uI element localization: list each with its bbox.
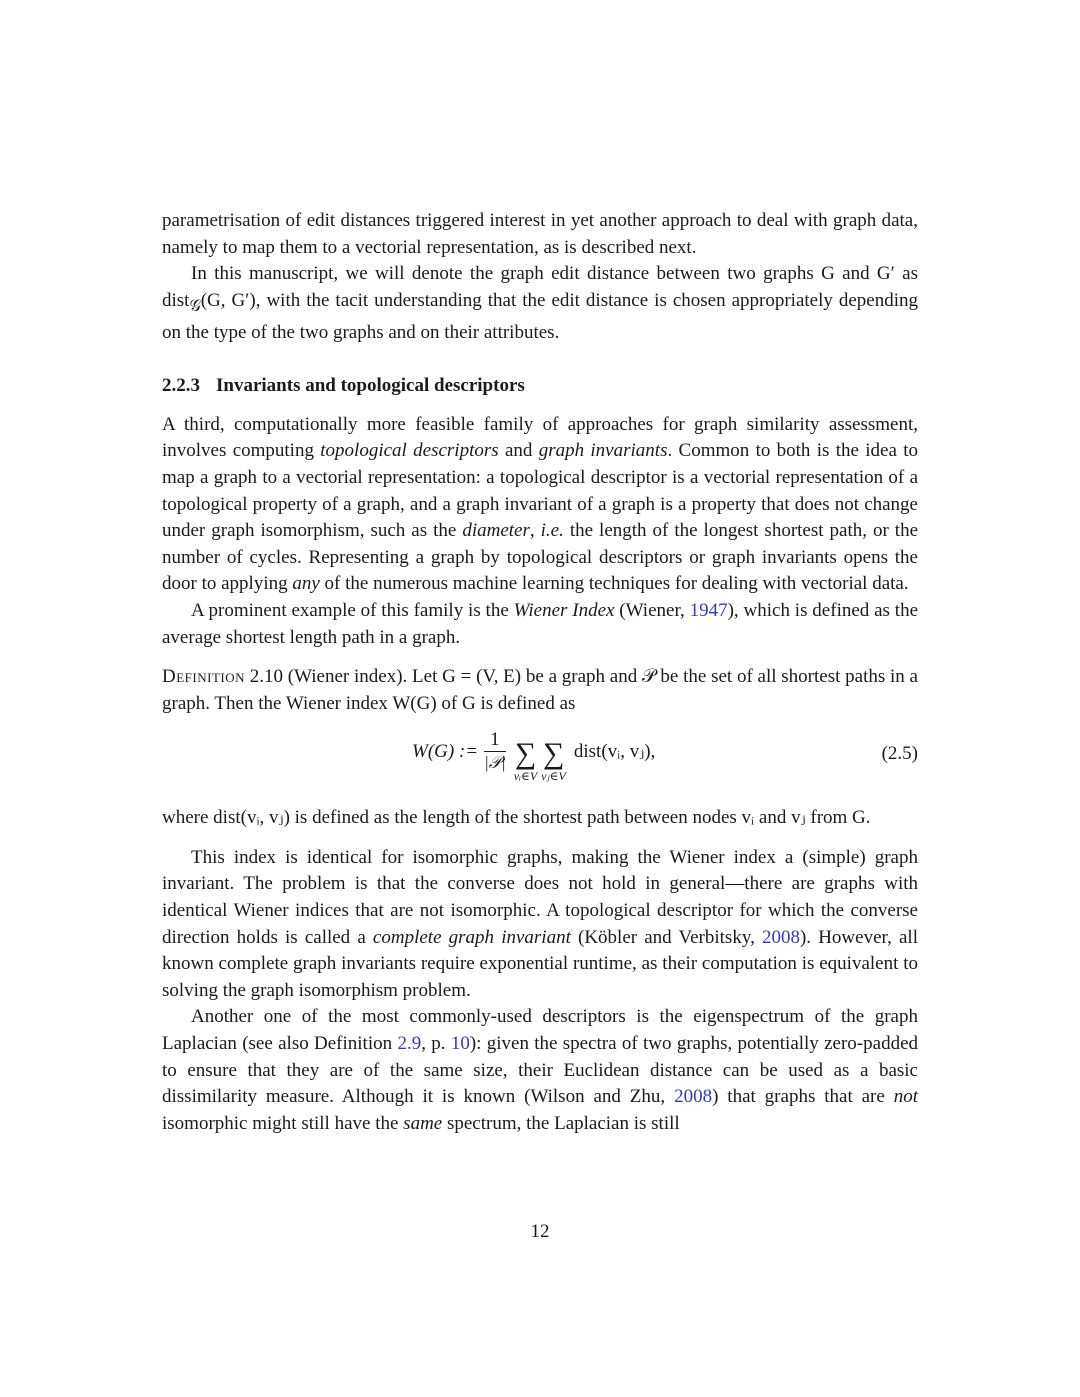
- sum-symbol: ∑ vⱼ∈V: [541, 736, 566, 783]
- paragraph-7: Another one of the most commonly-used descriptors is the eigenspectrum of the graph Laplacian (see also Definition 2.9, p. 10): given the spectra of two graphs, potentially zero-padded to ensure that they are of the same size, their Euclidean distance can be used as a basic dissimilarity measure. Although it is known (Wilson and Zhu, 2008) that graphs that are not isomorphic might still have the same spectrum, the Laplacian is still: [162, 1006, 919, 1134]
- sum-symbol: ∑ vᵢ∈V: [513, 736, 538, 783]
- page-body: [162, 208, 918, 1137]
- paragraph-5: where dist(vᵢ, vⱼ) is defined as the length of the shortest path between nodes vᵢ and vⱼ from G.: [162, 807, 871, 829]
- page-link[interactable]: 10: [450, 1033, 470, 1055]
- equation-number: (2.5): [881, 743, 918, 765]
- section-heading: [162, 373, 918, 399]
- paragraph-4: A prominent example of this family is the Wiener Index (Wiener, 1947), which is defined as the average shortest length path in a graph.: [162, 599, 918, 648]
- section-title: Invariants and topological descriptors: [216, 374, 525, 396]
- equation-lhs: W(G) :=: [412, 740, 479, 762]
- citation-link[interactable]: 2008: [674, 1086, 713, 1108]
- citation-link[interactable]: 1947: [689, 599, 728, 621]
- definition-label: Definition: [162, 666, 245, 688]
- definition-link[interactable]: 2.9: [397, 1033, 422, 1055]
- page-number: 12: [530, 1221, 550, 1242]
- paragraph-3: A third, computationally more feasible family of approaches for graph similarity assessment, involves computing topological descriptors and graph invariants. Common to both is the idea to map a graph to a vectorial representation: a topological descriptor is a vectorial representation of a topological property of a graph, and a graph invariant of a graph is a property that does not change under graph isomorphism, such as the diameter, i.e. the length of the longest shortest path, or the number of cycles. Representing a graph by topological descriptors or graph invariants opens the door to applying any of the numerous machine learning techniques for dealing with vectorial data.: [162, 413, 919, 595]
- paragraph-2: In this manuscript, we will denote the graph edit distance between two graphs G and G′ as dist$_𝒢$(G, G′), with the tacit understanding that the edit distance is chosen appropriately depending on the type of the two graphs and on their attributes.: [162, 263, 918, 344]
- equation-body: dist(vᵢ, vⱼ),: [573, 741, 656, 763]
- paragraph-1: parametrisation of edit distances triggered interest in yet another approach to deal with graph data, namely to map them to a vectorial representation, as is described next.: [162, 210, 918, 258]
- definition: Definition 2.10 (Wiener index). Let G = (V, E) be a graph and 𝒫 be the set of all shortest paths in a graph. Then the Wiener index W(G) of G is defined as: [162, 666, 918, 714]
- paragraph-6: This index is identical for isomorphic graphs, making the Wiener index a (simple) graph invariant. The problem is that the converse does not hold in general—there are graphs with identical Wiener indices that are not isomorphic. A topological descriptor for which the converse direction holds is called a complete graph invariant (Köbler and Verbitsky, 2008). However, all known complete graph invariants require exponential runtime, as their computation is equivalent to solving the graph isomorphism problem.: [162, 846, 918, 1001]
- equation-2-5: [162, 721, 918, 803]
- equation-fraction: $\frac{1}{\text{|𝒫|}}$: [484, 729, 506, 773]
- section-number: 2.2.3: [162, 374, 200, 396]
- citation-link[interactable]: 2008: [761, 926, 800, 948]
